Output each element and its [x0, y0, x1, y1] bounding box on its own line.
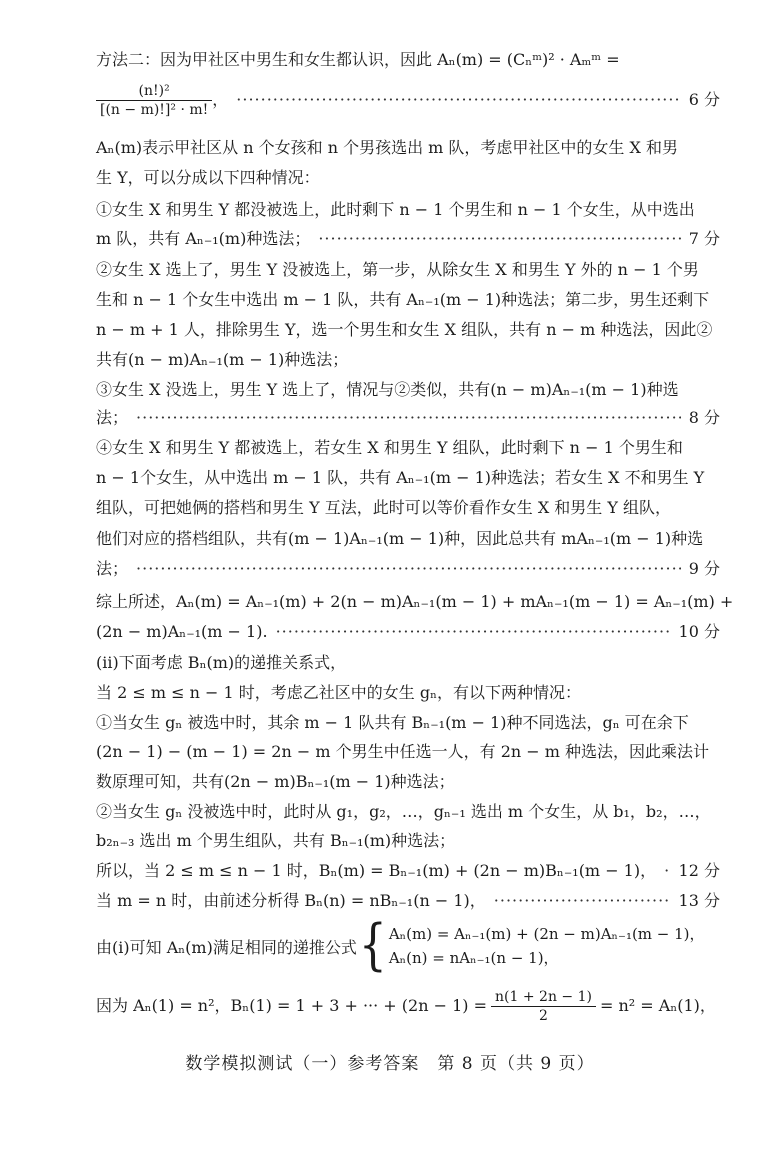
dot-leader — [236, 88, 680, 112]
scored-line-text: 法； — [96, 408, 129, 427]
dot-leader — [664, 859, 670, 883]
text-line: n − m + 1 人，排除男生 Y，选一个男生和女生 X 组队，共有 n − m 种选法，因此② — [96, 320, 713, 339]
scored-line — [96, 406, 720, 430]
text-line: 数原理可知，共有(2n − m)Bₙ₋₁(m − 1)种选法； — [96, 772, 455, 791]
text-line: 综上所述，Aₙ(m) = Aₙ₋₁(m) + 2(n − m)Aₙ₋₁(m − 1) + mAₙ₋₁(m − 1) = Aₙ₋₁(m) + — [96, 592, 734, 611]
text-line-1: 方法二：因为甲社区中男生和女生都认识，因此 Aₙ(m) = (Cₙᵐ)² · Aₘᵐ = — [96, 50, 620, 69]
dot-leader — [276, 620, 671, 644]
dot-leader — [494, 889, 671, 913]
recurrence-equation-2: Aₙ(n) = nAₙ₋₁(n − 1)， — [388, 949, 559, 967]
recurrence-equation-1: Aₙ(m) = Aₙ₋₁(m) + (2n − m)Aₙ₋₁(m − 1)， — [388, 925, 705, 943]
fraction-line — [96, 80, 720, 120]
scored-line — [96, 889, 720, 913]
dot-leader — [318, 227, 680, 251]
final-equation-line — [96, 984, 720, 1028]
text-line: 共有(n − m)Aₙ₋₁(m − 1)种选法； — [96, 350, 349, 369]
final-equation-suffix: = n² = Aₙ(1)， — [599, 996, 716, 1015]
scored-line — [96, 859, 720, 883]
text-line: ①当女生 gₙ 被选中时，其余 m − 1 队共有 Bₙ₋₁(m − 1)种不同选法，gₙ 可在余下 — [96, 713, 689, 732]
text-line: ③女生 X 没选上，男生 Y 选上了，情况与②类似，共有(n − m)Aₙ₋₁(m − 1)种选 — [96, 380, 679, 399]
score-points: 7 分 — [688, 229, 720, 248]
fraction-numerator: (n!)² — [96, 82, 212, 101]
fraction-denominator: [(n − m)!]² · m! — [100, 101, 209, 118]
final-fraction — [491, 988, 596, 1025]
scored-line — [96, 557, 720, 581]
scored-line-text: 法； — [96, 559, 129, 578]
recurrence-prefix: 由(i)可知 Aₙ(m)满足相同的递推公式 — [96, 937, 357, 957]
text-line: ②女生 X 选上了，男生 Y 没被选上，第一步，从除女生 X 和男生 Y 外的 n − 1 个男 — [96, 260, 699, 279]
text-line: 生 Y，可以分成以下四种情况： — [96, 168, 320, 187]
text-line: ①女生 X 和男生 Y 都没被选上，此时剩下 n − 1 个男生和 n − 1 个女生，从中选出 — [96, 200, 695, 219]
text-line: ②当女生 gₙ 没被选中时，此时从 g₁，g₂，…，gₙ₋₁ 选出 m 个女生，从 b₁，b₂，…， — [96, 802, 711, 821]
page-footer: 数学模拟测试（一）参考答案 第 8 页（共 9 页） — [185, 1054, 595, 1074]
scored-line-text: m 队，共有 Aₙ₋₁(m)种选法； — [96, 229, 311, 248]
fraction — [96, 82, 212, 119]
text-line: n − 1个女生，从中选出 m − 1 队，共有 Aₙ₋₁(m − 1)种选法；若女生 X 不和男生 Y — [96, 468, 705, 487]
scored-line-text: (2n − m)Aₙ₋₁(m − 1). — [96, 622, 268, 641]
text-line: ④女生 X 和男生 Y 都被选上，若女生 X 和男生 Y 组队，此时剩下 n − 1 个男生和 — [96, 438, 683, 457]
dot-leader — [136, 406, 681, 430]
score-points: 13 分 — [678, 891, 720, 910]
scored-line — [96, 620, 720, 644]
recurrence-equations — [389, 922, 705, 970]
score-points: 8 分 — [688, 408, 720, 427]
text-line: 组队，可把她俩的搭档和男生 Y 互法，此时可以等价看作女生 X 和男生 Y 组队， — [96, 498, 672, 517]
final-fraction-numerator: n(1 + 2n − 1) — [491, 988, 596, 1007]
scored-line-text: 当 m = n 时，由前述分析得 Bₙ(n) = nBₙ₋₁(n − 1)， — [96, 891, 486, 910]
text-line: Aₙ(m)表示甲社区从 n 个女孩和 n 个男孩选出 m 队，考虑甲社区中的女生 X 和男 — [96, 138, 678, 157]
text-line: b₂ₙ₋₃ 选出 m 个男生组队，共有 Bₙ₋₁(m)种选法； — [96, 831, 456, 850]
score-points: 12 分 — [678, 861, 720, 880]
score-points: 10 分 — [678, 622, 720, 641]
text-line: (2n − 1) − (m − 1) = 2n − m 个男生中任选一人，有 2n − m 种选法，因此乘法计 — [96, 742, 710, 761]
fraction-expression — [96, 82, 228, 119]
scored-line — [96, 227, 720, 251]
score-points: 6 分 — [688, 90, 720, 109]
dot-leader — [136, 557, 681, 581]
left-brace: { — [358, 913, 387, 978]
text-line: 他们对应的搭档组队，共有(m − 1)Aₙ₋₁(m − 1)种，因此总共有 mAₙ₋₁(m − 1)种选 — [96, 529, 704, 548]
text-line: (ii)下面考虑 Bₙ(m)的递推关系式， — [96, 653, 347, 672]
recurrence-system — [96, 913, 705, 978]
score-points: 9 分 — [688, 559, 720, 578]
final-fraction-denominator: 2 — [539, 1007, 548, 1024]
scored-line-text: 所以，当 2 ≤ m ≤ n − 1 时，Bₙ(m) = Bₙ₋₁(m) + (2n − m)Bₙ₋₁(m − 1)， — [96, 861, 657, 880]
text-line: 当 2 ≤ m ≤ n − 1 时，考虑乙社区中的女生 gₙ，有以下两种情况： — [96, 683, 581, 702]
text-line: 生和 n − 1 个女生中选出 m − 1 队，共有 Aₙ₋₁(m − 1)种选法；第二步，男生还剩下 — [96, 290, 710, 309]
final-equation-prefix: 因为 Aₙ(1) = n²，Bₙ(1) = 1 + 3 + ··· + (2n − 1) = — [96, 996, 488, 1015]
fraction-tail: ， — [212, 89, 229, 109]
